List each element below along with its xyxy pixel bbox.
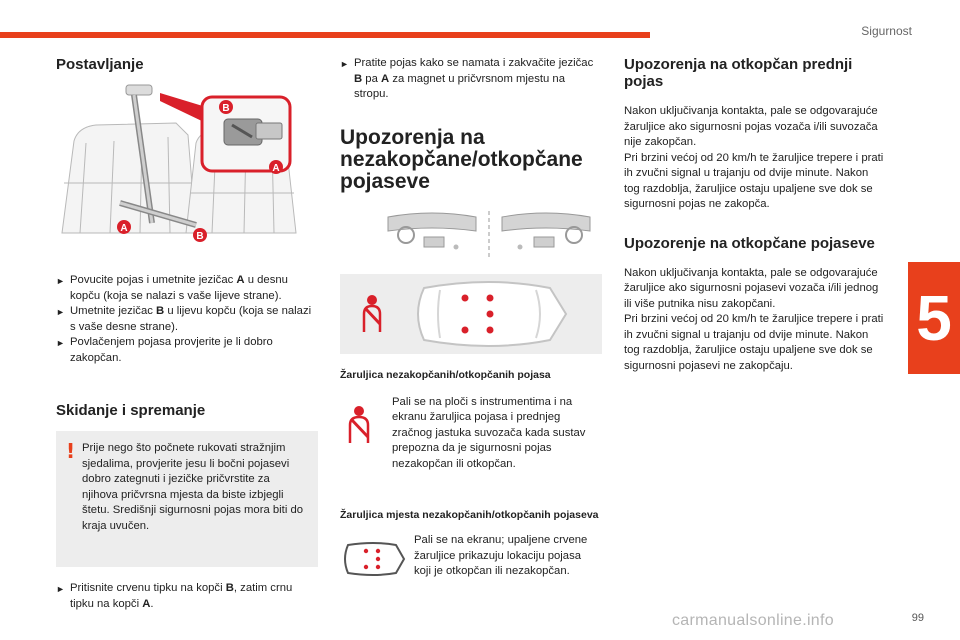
- column-unfastened-warnings: [340, 56, 602, 582]
- pointer-triangle-icon: ►: [56, 307, 65, 317]
- chapter-tab: [908, 262, 960, 374]
- mirror-lamps-illustration: [384, 209, 602, 264]
- installation-steps: [56, 273, 318, 366]
- seatbelt-warning-icon: [340, 395, 392, 473]
- list-item: ► Povucite pojas i umetnite jezičac A u desnu kopču (koja se nalazi s vaše lijeve strane).: [56, 273, 318, 304]
- list-item: ► Pratite pojas kako se namata i zakvačite jezičac B pa A za magnet u pričvrsnom mjestu na stropu.: [340, 56, 602, 103]
- front-belt-text-1: Nakon uključivanja kontakta, pale se odgovarajuće žaruljice ako sigurnosni pojas vozača i/ili suvozača nije zakopčan.: [624, 105, 878, 148]
- caption-belt-lamp: Žaruljica nezakopčanih/otkopčanih pojasa: [340, 368, 551, 381]
- pointer-triangle-icon: ►: [56, 276, 65, 286]
- list-item: ► Pritisnite crvenu tipku na kopči B, zatim crnu tipku na kopči A.: [56, 581, 318, 612]
- warning-box: [56, 431, 318, 567]
- warning-text: Prije nego što počnete rukovati stražnjim sjedalima, provjerite jesu li bočni pojasevi dobro zategnuti i jezičke pričvrstite za njihova pričvrsna mjesta da biste izbjegli štetu. Središnji sigurnosni pojas mora biti do kraja uvučen.: [82, 442, 304, 532]
- seat-map-lamp-text: Pali se na ekranu; upaljene crvene žaruljice prikazuju lokaciju pojasa koji je otkopčan ili nezakopčan.: [414, 534, 588, 577]
- heading-installation: Postavljanje: [56, 56, 144, 73]
- section-title: Sigurnost: [861, 24, 912, 38]
- top-accent-bar: [0, 32, 650, 38]
- belt-lamp-text: Pali se na ploči s instrumentima i na ekranu žaruljica pojasa i prednjeg zračnog jastuka suvozača kada sustav prepozna da je sigurnosni pojas nezakopčan ili otkopčan.: [392, 395, 586, 470]
- column-front-belt-warnings: [624, 56, 886, 374]
- page-number: 99: [911, 612, 924, 624]
- seat-map-icon: [340, 533, 414, 582]
- pointer-triangle-icon: ►: [56, 584, 65, 594]
- front-belt-text-2: Pri brzini većoj od 20 km/h te žaruljice trepere i prati ih zvučni signal u trajanju od dvije minute. Nakon tog razdoblja, žaruljice ostaju upaljene sve dok se sigurnosni pojas ne zakopča.: [624, 151, 884, 210]
- heading-front-belt: Upozorenja na otkopčan prednji pojas: [624, 56, 853, 90]
- pointer-triangle-icon: ►: [340, 59, 349, 69]
- callout-b-top-label: B: [222, 103, 230, 114]
- heading-unfastened: Upozorenje na otkopčane pojaseve: [624, 234, 875, 252]
- callout-a-top-label: A: [272, 163, 280, 174]
- pointer-triangle-icon: ►: [56, 338, 65, 348]
- callout-b-bottom-label: B: [196, 231, 204, 242]
- seat-map-svg: [340, 274, 602, 354]
- column-installation: [56, 56, 318, 612]
- chapter-number: 5: [916, 282, 952, 354]
- heading-unfastened-belts: Upozorenja na nezakopčane/otkopčane pojaseve: [340, 125, 583, 193]
- belt-lamp-row: [340, 395, 602, 473]
- mirror-illustration-svg: [384, 209, 594, 259]
- list-item: ► Umetnite jezičac B u lijevu kopču (koja se nalazi s vaše desne strane).: [56, 304, 318, 335]
- seatbelt-illustration: [56, 83, 318, 245]
- exclamation-icon: !: [66, 439, 76, 463]
- unfastened-text-1: Nakon uključivanja kontakta, pale se odgovarajuće žaruljice ako sigurnosni pojasevi vozača i/ili jednog ili više putnika nisu zakopčani.: [624, 266, 879, 310]
- list-item: ► Povlačenjem pojasa provjerite je li dobro zakopčan.: [56, 335, 318, 366]
- seatbelt-warning-icon: [364, 295, 380, 332]
- seat-map-lamp-row: [340, 533, 602, 582]
- callout-a-bottom-label: A: [120, 223, 128, 234]
- unfastened-text-2: Pri brzini većoj od 20 km/h te žaruljice trepere i prati ih zvučni signal u trajanju od dvije minute. Nakon tog razdoblja, žaruljice ostaju upaljene sve dok se sigurnosni pojasevi ne zakopčaju.: [624, 313, 884, 372]
- heading-removal: Skidanje i spremanje: [56, 402, 206, 419]
- seat-illustration-svg: [56, 83, 318, 245]
- watermark: carmanualsonline.info: [672, 612, 834, 629]
- seat-map-display: [340, 274, 602, 354]
- caption-seat-map-lamp: Žaruljica mjesta nezakopčanih/otkopčanih pojaseva: [340, 509, 599, 521]
